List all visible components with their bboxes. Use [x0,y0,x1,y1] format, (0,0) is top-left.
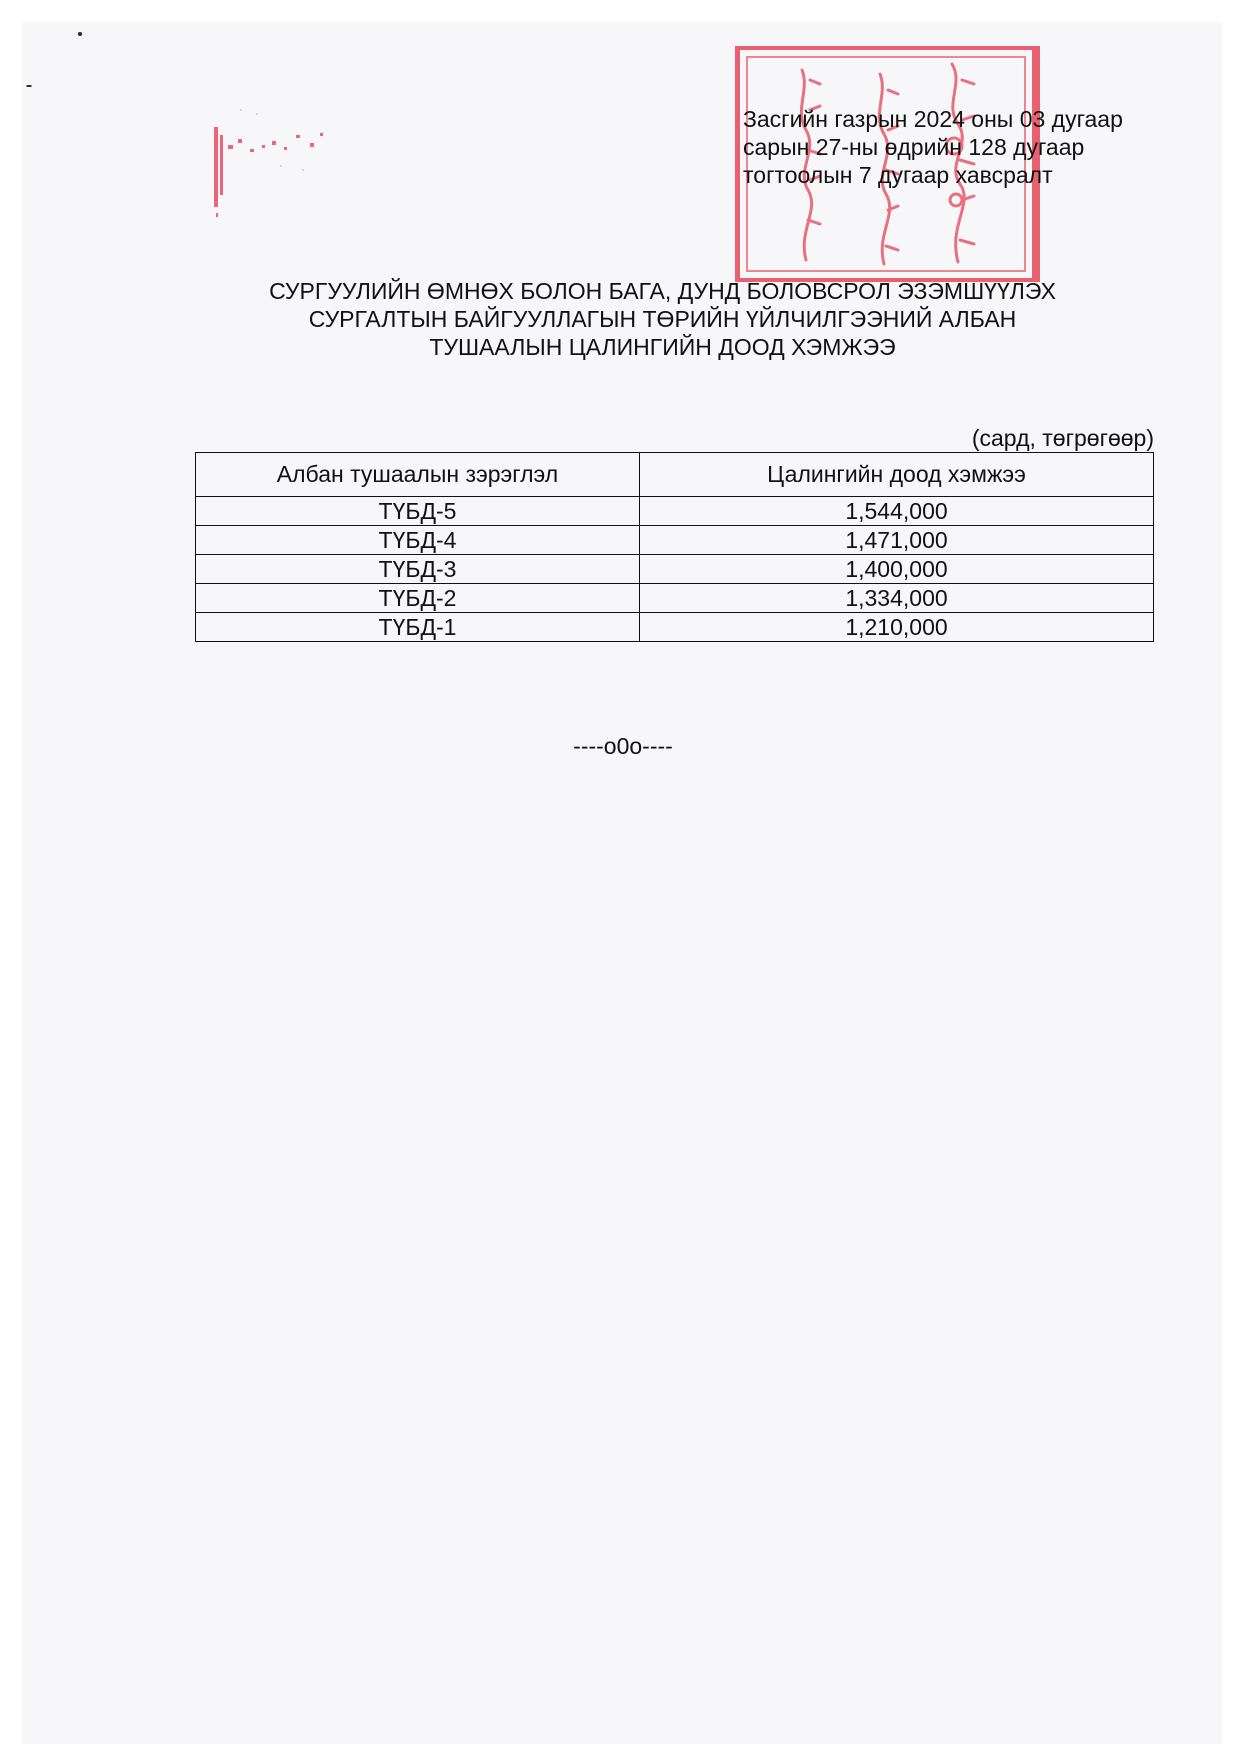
annex-reference [743,105,1123,189]
table-row [196,555,1154,584]
table-row [196,497,1154,526]
grade-cell: ТҮБД-2 [196,584,640,613]
scan-speck [26,85,32,87]
amount-cell: 1,210,000 [640,613,1154,642]
amount-cell: 1,400,000 [640,555,1154,584]
column-header-amount: Цалингийн доод хэмжээ [640,453,1154,497]
annex-line: сарын 27-ны өдрийн 128 дугаар [743,134,1085,160]
table-row [196,584,1154,613]
annex-line: Засгийн газрын 2024 оны 03 дугаар [743,106,1123,132]
annex-line: тогтоолын 7 дугаар хавсралт [743,162,1053,188]
table-header-row [196,453,1154,497]
title-line: СУРГАЛТЫН БАЙГУУЛЛАГЫН ТӨРИЙН ҮЙЛЧИЛГЭЭНИЙ АЛБАН [308,306,1017,332]
table-row [196,613,1154,642]
amount-cell: 1,334,000 [640,584,1154,613]
column-header-grade: Албан тушаалын зэрэглэл [196,453,640,497]
grade-cell: ТҮБД-4 [196,526,640,555]
title-line: ТУШААЛЫН ЦАЛИНГИЙН ДООД ХЭМЖЭЭ [429,334,896,360]
grade-cell: ТҮБД-5 [196,497,640,526]
amount-cell: 1,471,000 [640,526,1154,555]
table-row [196,526,1154,555]
grade-cell: ТҮБД-1 [196,613,640,642]
document-title [150,277,1175,361]
unit-note: (сард, төгрөгөөр) [971,425,1154,451]
scan-speck [78,32,82,36]
title-line: СУРГУУЛИЙН ӨМНӨХ БОЛОН БАГА, ДУНД БОЛОВСРОЛ ЭЗЭМШҮҮЛЭХ [269,278,1056,304]
grade-cell: ТҮБД-3 [196,555,640,584]
end-of-document-mark: ----o0o---- [573,733,673,759]
faint-stamp-mark [210,105,340,225]
amount-cell: 1,544,000 [640,497,1154,526]
salary-table [195,452,1154,642]
